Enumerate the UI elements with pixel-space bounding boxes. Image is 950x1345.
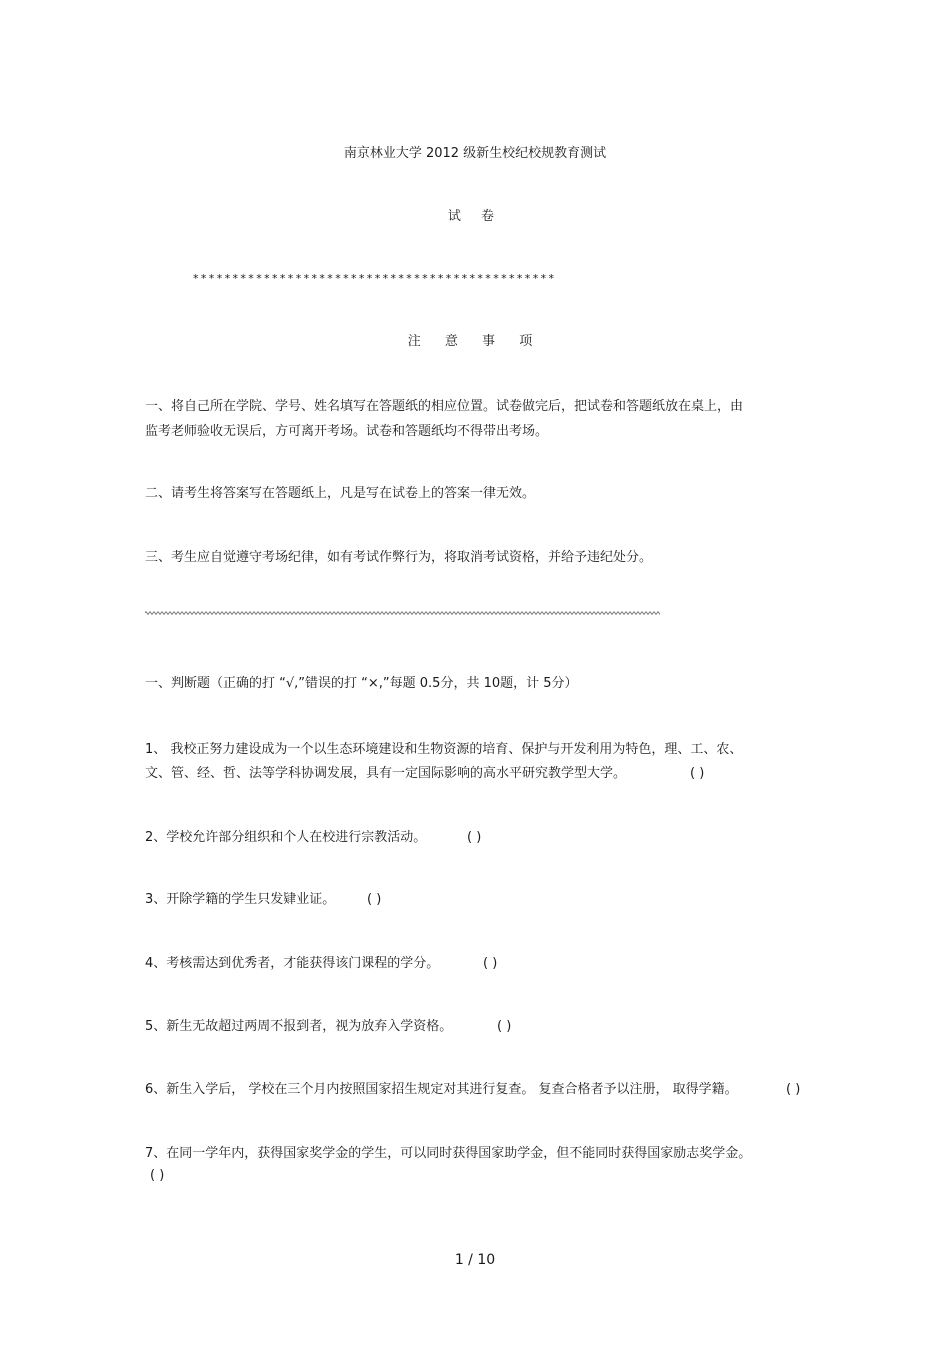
wavy-divider	[145, 610, 660, 616]
answer-paren-6[interactable]: ( )	[786, 1082, 801, 1097]
answer-paren-1[interactable]: ( )	[690, 766, 705, 781]
page-number: 1 / 10	[454, 1252, 496, 1268]
notice-item-1-line-1: 一、将自己所在学院、学号、姓名填写在答题纸的相应位置。试卷做完后，把试卷和答题纸放在桌上，由	[145, 399, 744, 414]
notice-item-1-line-2: 监考老师验收无误后，方可离开考场。试卷和答题纸均不得带出考场。	[145, 424, 549, 439]
question-5: 5、新生无故超过两周不报到者，视为放弃入学资格。	[145, 1019, 453, 1034]
answer-paren-5[interactable]: ( )	[497, 1019, 512, 1034]
question-7: 7、在同一学年内，获得国家奖学金的学生，可以同时获得国家助学金，但不能同时获得国家励志奖学金。	[145, 1146, 752, 1161]
answer-paren-2[interactable]: ( )	[467, 830, 482, 845]
question-6: 6、新生入学后， 学校在三个月内按照国家招生规定对其进行复查。 复查合格者予以注册， 取得学籍。	[145, 1082, 738, 1097]
star-divider: **********************************************	[193, 272, 557, 285]
section-1-heading: 一、判断题（正确的打 “√,”错误的打 “×,”每题 0.5分，共 10题，计 5分）	[145, 676, 578, 691]
notice-item-2: 二、请考生将答案写在答题纸上，凡是写在试卷上的答案一律无效。	[145, 486, 536, 501]
document-subtitle: 试 卷	[447, 209, 503, 224]
question-2: 2、学校允许部分组织和个人在校进行宗教活动。	[145, 830, 427, 845]
question-4: 4、考核需达到优秀者，才能获得该门课程的学分。	[145, 956, 440, 971]
document-title: 南京林业大学 2012 级新生校纪校规教育测试	[343, 146, 607, 161]
notice-heading: 注 意 事 项	[407, 334, 543, 349]
question-3: 3、开除学籍的学生只发肄业证。	[145, 892, 336, 907]
answer-paren-3[interactable]: ( )	[367, 892, 382, 907]
notice-item-3: 三、考生应自觉遵守考场纪律，如有考试作弊行为，将取消考试资格，并给予违纪处分。	[145, 550, 653, 565]
answer-paren-7[interactable]: ( )	[150, 1168, 165, 1183]
question-1-line-1: 1、 我校正努力建设成为一个以生态环境建设和生物资源的培育、保护与开发利用为特色，理、工、农、	[145, 742, 743, 757]
answer-paren-4[interactable]: ( )	[483, 956, 498, 971]
question-1-line-2: 文、管、经、哲、法等学科协调发展，具有一定国际影响的高水平研究教学型大学。	[145, 766, 627, 781]
